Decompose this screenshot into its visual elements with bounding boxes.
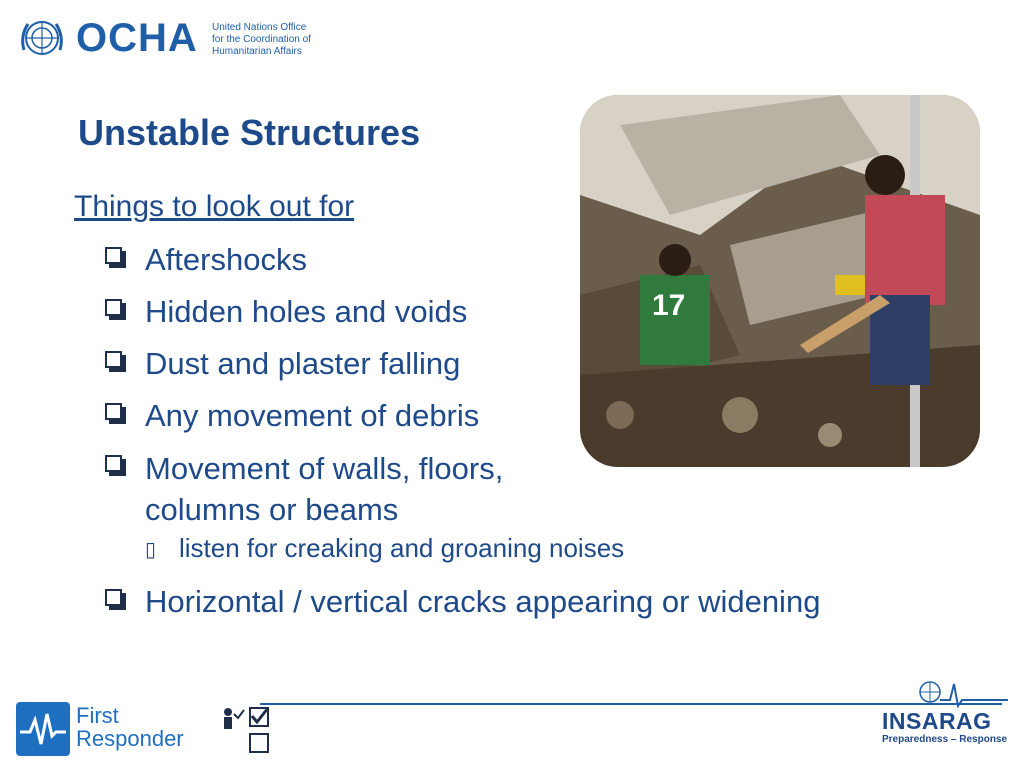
list-item xyxy=(105,240,925,280)
list-item xyxy=(105,448,925,530)
bullet-text: Dust and plaster falling xyxy=(145,346,461,381)
un-emblem-icon xyxy=(16,14,68,62)
ocha-subtitle: United Nations Office for the Coordination of Humanitarian Affairs xyxy=(212,22,311,57)
checkbox-bullet-icon xyxy=(105,403,127,425)
insarag-logo xyxy=(880,680,1010,750)
checkbox-bullet-icon xyxy=(105,455,127,477)
checkbox-bullet-icon xyxy=(105,247,127,269)
bullet-text: Aftershocks xyxy=(145,242,307,277)
svg-text:17: 17 xyxy=(652,289,686,322)
checklist-icon xyxy=(218,704,274,758)
un-pulse-icon xyxy=(880,680,1008,708)
bullet-text: Any movement of debris xyxy=(145,398,480,433)
list-item xyxy=(105,292,925,332)
first-responder-wordmark: First Responder xyxy=(76,703,184,751)
insarag-wordmark: INSARAG xyxy=(882,708,992,734)
first-responder-logo xyxy=(16,700,266,760)
sub-list-item xyxy=(145,532,925,564)
bullet-text: Movement of walls, floors, columns or beams xyxy=(145,451,504,527)
bullet-text: Hidden holes and voids xyxy=(145,294,468,329)
things-to-look-out-for-heading: Things to look out for xyxy=(74,190,355,223)
sub-bullet-text: listen for creaking and groaning noises xyxy=(179,533,625,563)
ocha-logo xyxy=(16,14,336,62)
checkbox-bullet-icon xyxy=(105,299,127,321)
checkbox-bullet-icon xyxy=(105,589,127,611)
slide-title: Unstable Structures xyxy=(78,112,421,153)
bullet-text: Horizontal / vertical cracks appearing or widening xyxy=(145,584,821,619)
list-item xyxy=(105,344,925,384)
sub-bullet-icon: ▯ xyxy=(145,539,157,561)
hazard-list xyxy=(105,240,925,634)
ocha-wordmark: OCHA xyxy=(76,16,198,60)
list-item xyxy=(105,582,925,622)
insarag-tagline: Preparedness – Response xyxy=(882,734,1008,745)
heartbeat-icon xyxy=(16,702,70,756)
checkbox-bullet-icon xyxy=(105,351,127,373)
list-item xyxy=(105,396,925,436)
